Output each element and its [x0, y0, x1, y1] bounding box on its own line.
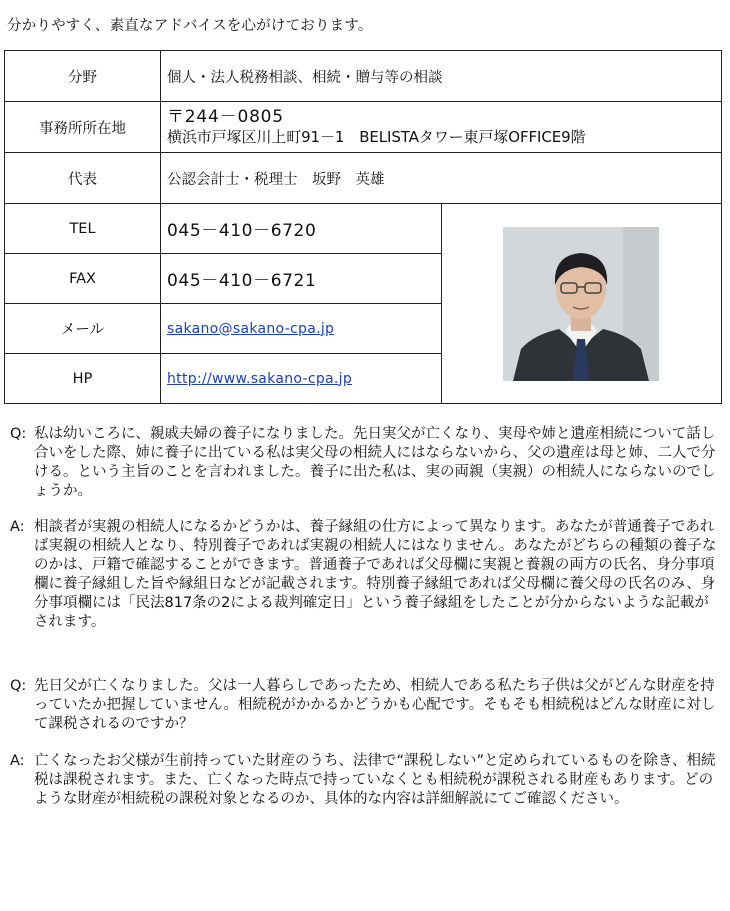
fax-value: 045－410－6721: [161, 254, 442, 304]
representative-label: 代表: [5, 153, 161, 204]
row-office: [5, 102, 722, 153]
office-value: [161, 102, 722, 153]
field-label: 分野: [5, 51, 161, 102]
office-info-table: [4, 50, 722, 404]
field-value: 個人・法人税務相談、相続・贈与等の相談: [161, 51, 722, 102]
row-field: [5, 51, 722, 102]
email-link[interactable]: sakano@sakano-cpa.jp: [167, 320, 335, 337]
answer-1-prefix: A:: [10, 519, 25, 535]
hp-label: HP: [5, 354, 161, 404]
question-1-text: 私は幼いころに、親戚夫婦の養子になりました。先日実父が亡くなり、実母や姉と遺産相続について話し合いをした際、姉に養子に出ている私は実父母の相続人にはならないから、父の遺産は母と姉、二人で分ける。という主旨のことを言われました。養子に出た私は、実の両親（実親）の相続人にならないのでしょうか。: [34, 426, 716, 499]
row-tel: [5, 204, 722, 254]
address: 横浜市戸塚区川上町91－1 BELISTAタワー東戸塚OFFICE9階: [167, 128, 586, 146]
answer-2: [10, 752, 722, 809]
question-1: [10, 425, 722, 501]
question-2-prefix: Q:: [10, 678, 27, 694]
office-label: 事務所所在地: [5, 102, 161, 153]
mail-label: メール: [5, 304, 161, 354]
mail-cell: [161, 304, 442, 354]
homepage-link[interactable]: http://www.sakano-cpa.jp: [167, 370, 353, 387]
answer-1-text: 相談者が実親の相続人になるかどうかは、養子縁組の仕方によって異なります。あなたが普通養子であれば実親の相続人となり、特別養子であれば実親の相続人にはなりません。あなたがどちらの種類の養子なのかは、戸籍で確認することができます。普通養子であれば父母欄に実親と養親の両方の氏名、身分事項欄に養子縁組した旨や縁組日などが記載されます。特別養子縁組であれば父母欄に養父母の氏名のみ、身分事項欄には「民法817条の2による裁判確定日」という養子縁組をしたことが分からないような記載がされます。: [34, 519, 717, 630]
hp-cell: [161, 354, 442, 404]
row-representative: [5, 153, 722, 204]
tel-value: 045－410－6720: [161, 204, 442, 254]
portrait-cell: [441, 204, 722, 404]
fax-label: FAX: [5, 254, 161, 304]
portrait-photo: [503, 227, 659, 381]
tel-label: TEL: [5, 204, 161, 254]
postal-code: 〒244－0805: [167, 107, 284, 127]
question-1-prefix: Q:: [10, 426, 27, 442]
portrait-illustration: [503, 227, 659, 381]
question-2: [10, 677, 722, 734]
representative-value: 公認会計士・税理士 坂野 英雄: [161, 153, 722, 204]
intro-text: 分かりやすく、素直なアドバイスを心がけております。: [7, 18, 373, 34]
answer-2-text: 亡くなったお父様が生前持っていた財産のうち、法律で“課税しない”と定められているものを除き、相続税は課税されます。また、亡くなった時点で持っていなくとも相続税が課税される財産もあります。どのような財産が相続税の課税対象となるのか、具体的な内容は詳細解説にてご確認ください。: [34, 753, 716, 807]
question-2-text: 先日父が亡くなりました。父は一人暮らしであったため、相続人である私たち子供は父がどんな財産を持っていたか把握していません。相続税がかかるかどうかも心配です。そもそも相続税はどんな財産に対して課税されるのですか？: [34, 678, 716, 732]
answer-1: [10, 518, 722, 632]
answer-2-prefix: A:: [10, 753, 25, 769]
